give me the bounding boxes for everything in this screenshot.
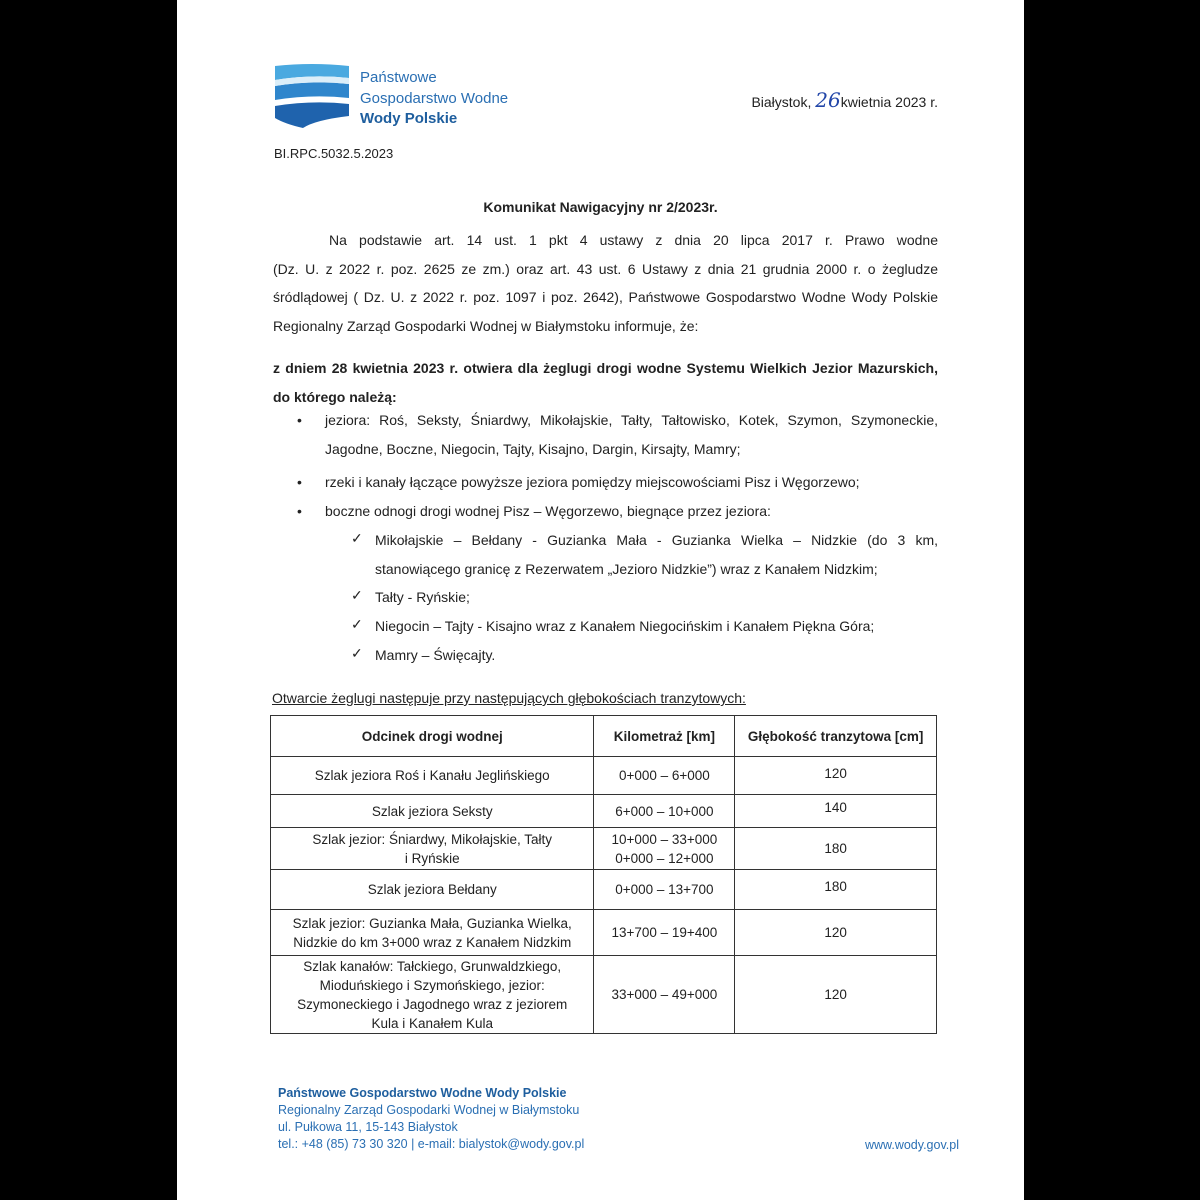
footer-unit: Regionalny Zarząd Gospodarki Wodnej w Białymstoku xyxy=(278,1103,580,1117)
cell-line: 13+700 – 19+400 xyxy=(611,925,718,940)
km-cell xyxy=(594,910,735,956)
handwritten-day: 26 xyxy=(815,88,841,112)
table-row xyxy=(271,910,937,956)
table-row xyxy=(271,828,937,870)
cell-line: 0+000 – 6+000 xyxy=(618,768,710,783)
table-row xyxy=(271,795,937,828)
sub-list-item xyxy=(375,583,938,612)
place-date xyxy=(751,88,938,112)
footer-street: ul. Pułkowa 11, 15-143 Białystok xyxy=(278,1120,458,1134)
intro-line: (Dz. U. z 2022 r. poz. 2625 ze zm.) oraz art. 43 ust. 6 Ustawy z dnia 21 grudnia 2000 r. o żegludze xyxy=(273,260,938,277)
list-item-line: jeziora: Roś, Seksty, Śniardwy, Mikołajskie, Tałty, Tałtowisko, Kotek, Szymon, Szymoneckie, xyxy=(325,412,938,428)
opening-line: do którego należą: xyxy=(273,388,397,405)
intro-line: Regionalny Zarząd Gospodarki Wodnej w Białymstoku informuje, że: xyxy=(273,317,699,334)
bullet-icon: • xyxy=(297,412,302,428)
cell-line: i Ryńskie xyxy=(404,850,460,866)
km-cell xyxy=(594,795,735,828)
footer-org: Państwowe Gospodarstwo Wodne Wody Polskie xyxy=(278,1086,567,1100)
table-header-row xyxy=(271,716,937,757)
sub-list-item xyxy=(375,612,938,641)
section-cell xyxy=(271,828,594,870)
footer-website: www.wody.gov.pl xyxy=(864,1138,959,1152)
cell-line: Mioduńskiego i Szymońskiego, jezior: xyxy=(319,977,545,993)
column-header: Kilometraż [km] xyxy=(594,716,735,757)
checkmark-icon: ✓ xyxy=(351,616,363,632)
section-cell xyxy=(271,757,594,795)
column-header: Odcinek drogi wodnej xyxy=(271,716,594,757)
cell-line: Szymoneckiego i Jagodnego wraz z jeziorem xyxy=(297,996,568,1012)
sub-list-item-line: stanowiącego granicę z Rezerwatem „Jezioro Nidzkie”) wraz z Kanałem Nidzkim; xyxy=(375,560,878,577)
list-item-line: rzeki i kanały łączące powyższe jeziora pomiędzy miejscowościami Pisz i Węgorzewo; xyxy=(325,474,860,490)
km-cell xyxy=(594,956,735,1034)
km-cell xyxy=(594,870,735,910)
km-cell xyxy=(594,828,735,870)
table-row xyxy=(271,870,937,910)
cell-line: 0+000 – 12+000 xyxy=(615,850,714,866)
logo-line-2: Gospodarstwo Wodne xyxy=(360,89,509,107)
list-item-line: Jagodne, Boczne, Niegocin, Tajty, Kisajno, Dargin, Kirsajty, Mamry; xyxy=(325,440,741,457)
wody-polskie-logo-icon xyxy=(275,62,349,130)
bullet-icon: • xyxy=(297,503,302,519)
km-cell xyxy=(594,757,735,795)
intro-line: Na podstawie art. 14 ust. 1 pkt 4 ustawy z dnia 20 lipca 2017 r. Prawo wodne xyxy=(329,232,938,248)
list-item xyxy=(325,468,938,497)
logo-line-1: Państwowe xyxy=(360,69,437,86)
cell-line: Szlak jezior: Guzianka Mała, Guzianka Wielka, xyxy=(292,915,572,931)
reference-number: BI.RPC.5032.5.2023 xyxy=(274,146,394,161)
cell-line: 33+000 – 49+000 xyxy=(611,987,718,1002)
cell-line: 10+000 – 33+000 xyxy=(611,831,718,847)
cell-line: Szlak jeziora Roś i Kanału Jeglińskiego xyxy=(314,768,550,783)
table-row xyxy=(271,956,937,1034)
cell-line: 0+000 – 13+700 xyxy=(615,882,714,897)
table-caption: Otwarcie żeglugi następuje przy następujących głębokościach tranzytowych: xyxy=(272,690,746,706)
depth-cell: 120 xyxy=(735,757,937,795)
checkmark-icon: ✓ xyxy=(351,587,363,603)
cell-line: Szlak jeziora Seksty xyxy=(371,803,493,819)
sub-list-item-line: Tałty - Ryńskie; xyxy=(375,589,470,605)
cell-line: Szlak jeziora Bełdany xyxy=(367,882,497,897)
depth-cell: 120 xyxy=(735,956,937,1034)
section-cell xyxy=(271,795,594,828)
bullet-icon: • xyxy=(297,474,302,490)
list-item-line: boczne odnogi drogi wodnej Pisz – Węgorzewo, biegnące przez jeziora: xyxy=(325,503,771,519)
sub-list-item-line: Mamry – Święcajty. xyxy=(375,647,496,663)
sub-list-item xyxy=(375,641,938,670)
table-row xyxy=(271,757,937,795)
section-cell xyxy=(271,956,594,1034)
document-title: Komunikat Nawigacyjny nr 2/2023r. xyxy=(483,199,718,215)
cell-line: Szlak kanałów: Tałckiego, Grunwaldzkiego, xyxy=(303,958,562,974)
sub-list-item-line: Mikołajskie – Bełdany - Guzianka Mała - Guzianka Wielka – Nidzkie (do 3 km, xyxy=(375,532,938,548)
date-rest: kwietnia 2023 r. xyxy=(840,94,938,110)
intro-line: śródlądowej ( Dz. U. z 2022 r. poz. 1097 i poz. 2642), Państwowe Gospodarstwo Wodne Wody Polskie xyxy=(273,289,938,305)
depth-cell: 140 xyxy=(735,795,937,828)
sub-list-item-line: Niegocin – Tajty - Kisajno wraz z Kanałem Niegocińskim i Kanałem Piękna Góra; xyxy=(375,618,875,634)
cell-line: 6+000 – 10+000 xyxy=(615,803,714,819)
depth-table xyxy=(270,715,937,1034)
depth-cell: 120 xyxy=(735,910,937,956)
cell-line: Szlak jezior: Śniardwy, Mikołajskie, Tałty xyxy=(312,831,553,847)
footer-contact: tel.: +48 (85) 73 30 320 | e-mail: bialystok@wody.gov.pl xyxy=(278,1137,585,1151)
intro-paragraph xyxy=(273,226,938,340)
section-cell xyxy=(271,910,594,956)
document-page xyxy=(177,0,1024,1200)
depth-cell: 180 xyxy=(735,828,937,870)
cell-line: Kula i Kanałem Kula xyxy=(371,1015,494,1031)
city: Białystok, xyxy=(751,94,812,110)
list-item xyxy=(325,497,938,526)
opening-line: z dniem 28 kwietnia 2023 r. otwiera dla żeglugi drogi wodne Systemu Wielkich Jezior Mazurskich, xyxy=(273,360,938,376)
list-item xyxy=(325,406,938,463)
footer-address xyxy=(278,1085,584,1153)
checkmark-icon: ✓ xyxy=(351,530,363,546)
checkmark-icon: ✓ xyxy=(351,645,363,661)
sub-list-item xyxy=(375,526,938,583)
column-header: Głębokość tranzytowa [cm] xyxy=(735,716,937,757)
section-cell xyxy=(271,870,594,910)
opening-statement xyxy=(273,354,938,411)
logo-wordmark xyxy=(360,68,508,130)
depth-cell: 180 xyxy=(735,870,937,910)
logo-line-3: Wody Polskie xyxy=(360,110,458,127)
cell-line: Nidzkie do km 3+000 wraz z Kanałem Nidzkim xyxy=(293,934,572,950)
